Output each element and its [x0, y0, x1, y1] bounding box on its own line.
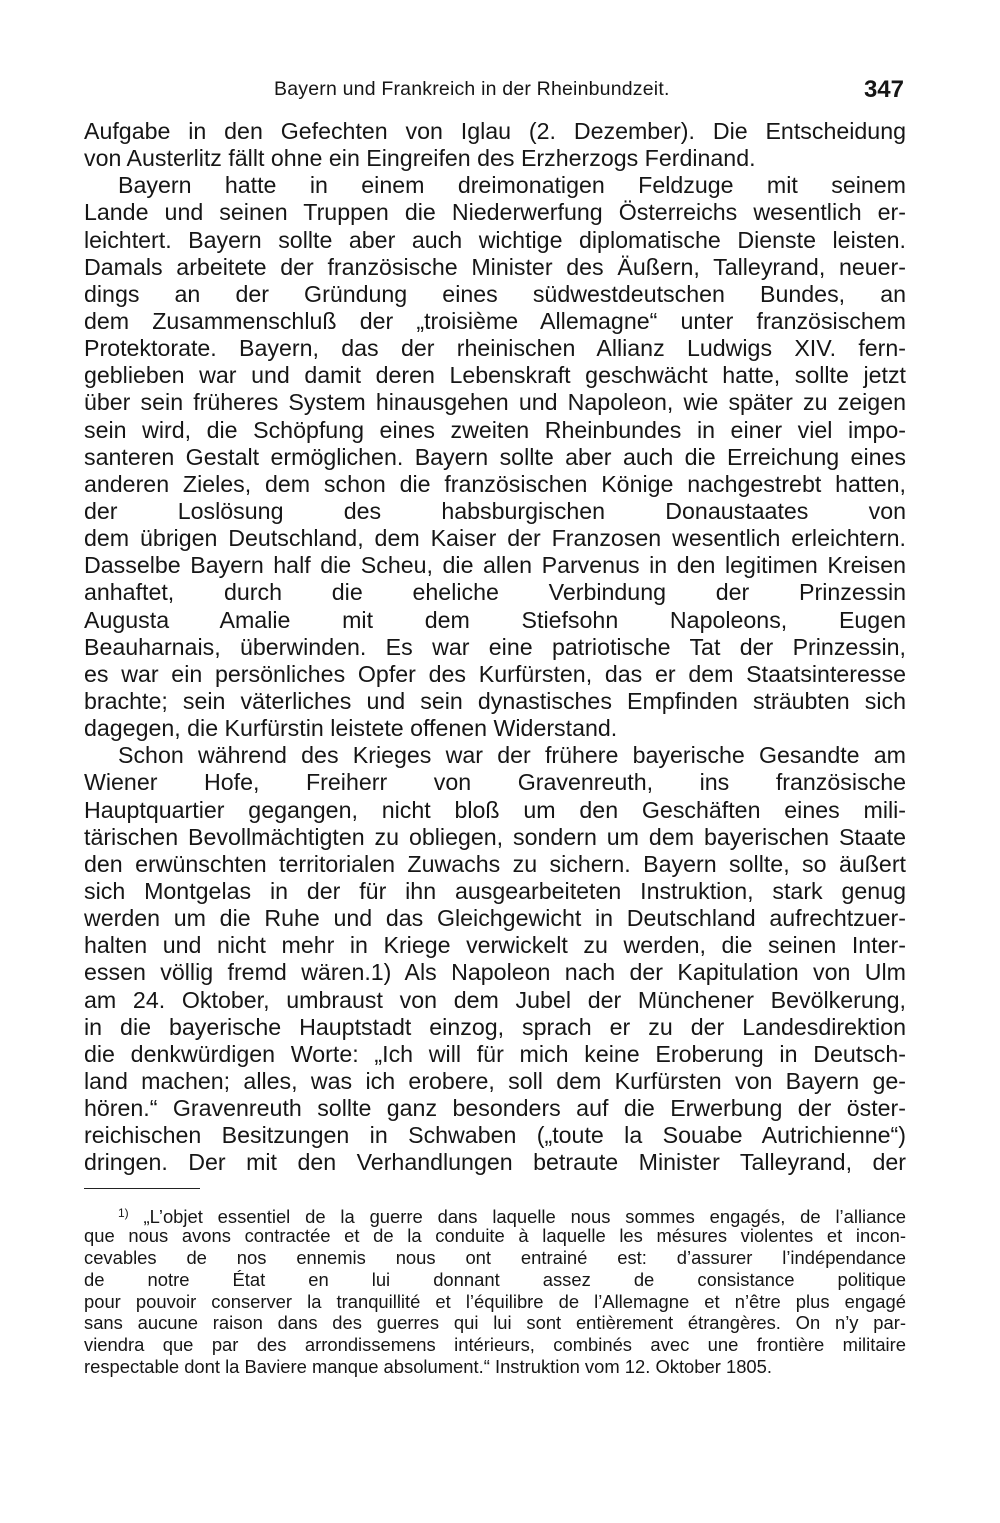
text-line: den erwünschten territorialen Zuwachs zu sichern. Bayern sollte, so äußert: [84, 850, 906, 877]
text-line: dagegen, die Kurfürstin leistete offenen Widerstand.: [84, 715, 618, 742]
body-text: [84, 118, 906, 1176]
text-line: reichischen Besitzungen in Schwaben („toute la Souabe Autrichienne“): [84, 1122, 906, 1149]
footnote-line: [84, 1203, 906, 1228]
text-line: land machen; alles, was ich erobere, soll dem Kurfürsten von Bayern ge-: [84, 1067, 906, 1094]
text-line: Dasselbe Bayern half die Scheu, die allen Parvenus in den legitimen Kreisen: [84, 552, 906, 579]
text-line: Wiener Hofe, Freiherr von Gravenreuth, ins französische: [84, 769, 906, 796]
footnote-line: pour pouvoir conserver la tranquillité et l’équilibre de l’Allemagne et n’être plus engagé: [84, 1290, 906, 1312]
text-line: geblieben war und damit deren Lebenskraft geschwächt hatte, sollte jetzt: [84, 362, 906, 389]
paragraph: [84, 172, 906, 742]
text-line: Lande und seinen Truppen die Niederwerfung Österreichs wesentlich er-: [84, 199, 906, 226]
text-line: über sein früheres System hinausgehen und Napoleon, wie später zu zeigen: [84, 389, 906, 416]
footnote-line: sans aucune raison dans des guerres qui lui sont entièrement étrangères. On n’y par-: [84, 1312, 906, 1334]
text-line: Augusta Amalie mit dem Stiefsohn Napoleons, Eugen: [84, 606, 906, 633]
footnote-line: cevables de nos ennemis nous ont entrainé est: d’assurer l’indépendance: [84, 1247, 906, 1269]
text-line: anhaftet, durch die eheliche Verbindung der Prinzessin: [84, 579, 906, 606]
footnote-line: que nous avons contractée et de la conduite à laquelle les mésures violentes et incon-: [84, 1225, 906, 1247]
text-line: brachte; sein väterliches und sein dynastisches Empfinden sträubten sich: [84, 687, 906, 714]
text-line: der Loslösung des habsburgischen Donaustaates von: [84, 497, 906, 524]
footnote-line: viendra que par des arrondissemens intérieurs, combinés avec une frontière militaire: [84, 1334, 906, 1356]
footnote-line: de notre État en lui donnant assez de consistance politique: [84, 1268, 906, 1290]
text-line: die denkwürdigen Worte: „Ich will für mich keine Eroberung in Deutsch-: [84, 1040, 906, 1067]
text-line: es war ein persönliches Opfer des Kurfürsten, das er dem Staatsinteresse: [84, 660, 906, 687]
footnote-text: „L’objet essentiel de la guerre dans laquelle nous sommes engagés, de l’alliance: [143, 1206, 906, 1228]
text-line: Hauptquartier gegangen, nicht bloß um den Geschäften eines mili-: [84, 796, 906, 823]
text-line: sein wird, die Schöpfung eines zweiten Rheinbundes in einer viel impo-: [84, 416, 906, 443]
footnote: [84, 1203, 906, 1377]
text-line: von Austerlitz fällt ohne ein Eingreifen des Erzherzogs Ferdinand.: [84, 145, 756, 172]
text-line: dem übrigen Deutschland, dem Kaiser der Franzosen wesentlich erleichtern.: [84, 525, 906, 552]
book-page: [84, 72, 906, 1378]
footnote-line: respectable dont la Baviere manque absolument.“ Instruktion vom 12. Oktober 1805.: [84, 1356, 772, 1378]
text-line: Damals arbeitete der französische Minister des Äußern, Talleyrand, neuer-: [84, 253, 906, 280]
footnote-marker: 1): [118, 1206, 129, 1221]
page-header: [84, 72, 906, 118]
text-line: essen völlig fremd wären.1) Als Napoleon nach der Kapitulation von Ulm: [84, 959, 906, 986]
text-line: Beauharnais, überwinden. Es war eine patriotische Tat der Prinzessin,: [84, 633, 906, 660]
text-line: halten und nicht mehr in Kriege verwickelt zu werden, die seinen Inter-: [84, 932, 906, 959]
running-title: Bayern und Frankreich in der Rheinbundzeit.: [274, 78, 670, 100]
text-line: dem Zusammenschluß der „troisième Allemagne“ unter französischem: [84, 307, 906, 334]
text-line: dings an der Gründung eines südwestdeutschen Bundes, an: [84, 280, 906, 307]
paragraph: [84, 742, 906, 1176]
text-line: hören.“ Gravenreuth sollte ganz besonders auf die Erwerbung der öster-: [84, 1095, 906, 1122]
text-line: Schon während des Krieges war der frühere bayerische Gesandte am: [118, 742, 906, 769]
text-line: anderen Zieles, dem schon die französischen Könige nachgestrebt hatten,: [84, 470, 906, 497]
footnote-divider: [84, 1188, 200, 1189]
text-line: santeren Gestalt ermöglichen. Bayern sollte aber auch die Erreichung eines: [84, 443, 906, 470]
paragraph: [84, 118, 906, 172]
text-line: am 24. Oktober, umbraust von dem Jubel der Münchener Bevölkerung,: [84, 986, 906, 1013]
text-line: dringen. Der mit den Verhandlungen betraute Minister Talleyrand, der: [84, 1149, 906, 1176]
text-line: werden um die Ruhe und das Gleichgewicht in Deutschland aufrechtzuer-: [84, 905, 906, 932]
text-line: Aufgabe in den Gefechten von Iglau (2. Dezember). Die Entscheidung: [84, 118, 906, 144]
text-line: in die bayerische Hauptstadt einzog, sprach er zu der Landesdirektion: [84, 1013, 906, 1040]
text-line: sich Montgelas in der für ihn ausgearbeiteten Instruktion, stark genug: [84, 877, 906, 904]
text-line: leichtert. Bayern sollte aber auch wichtige diplomatische Dienste leisten.: [84, 226, 906, 253]
text-line: Protektorate. Bayern, das der rheinischen Allianz Ludwigs XIV. fern-: [84, 335, 906, 362]
page-number: 347: [863, 76, 904, 103]
text-line: tärischen Bevollmächtigten zu obliegen, sondern um dem bayerischen Staate: [84, 823, 906, 850]
text-line: Bayern hatte in einem dreimonatigen Feldzuge mit seinem: [118, 172, 906, 199]
